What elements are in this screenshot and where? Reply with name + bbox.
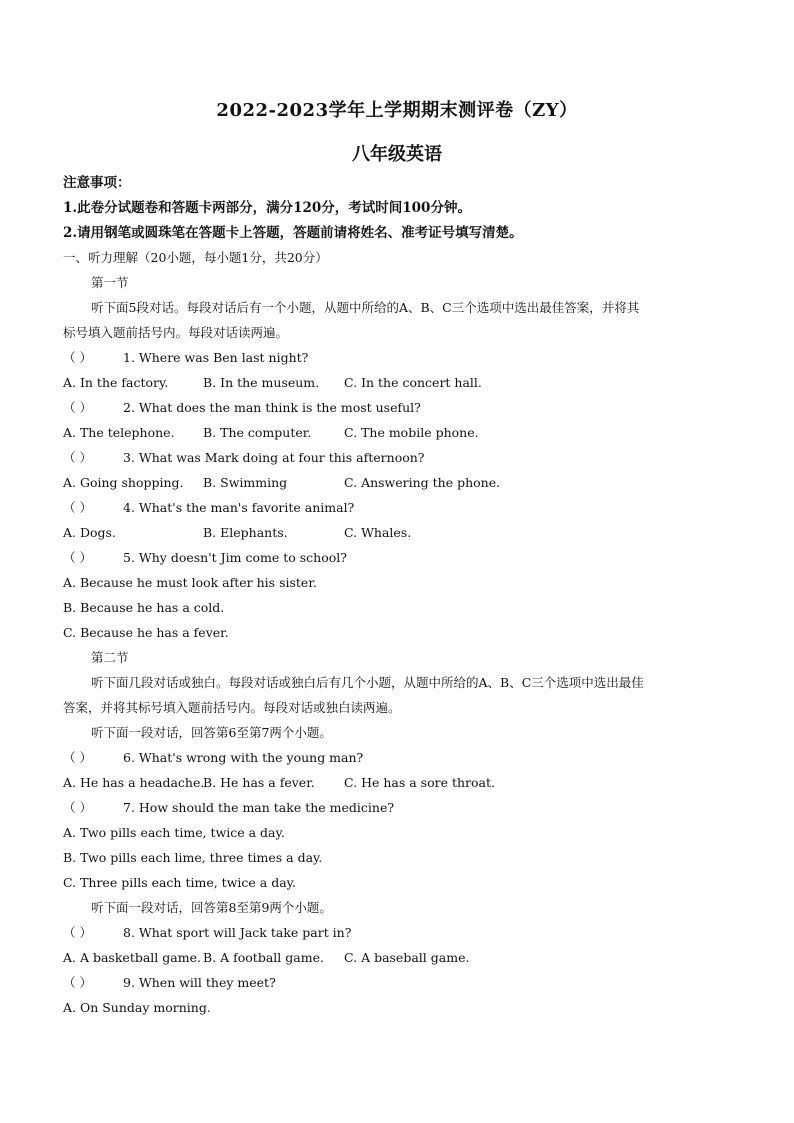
question-text: 5. Why doesn't Jim come to school? xyxy=(123,550,347,565)
option-a: A. Two pills each time, twice a day. xyxy=(63,825,285,840)
part-label: 第一节 xyxy=(91,275,129,290)
option-a: A. A basketball game. xyxy=(63,950,201,965)
option-a: A. In the factory. xyxy=(63,375,169,390)
answer-blank: （ ） xyxy=(63,975,92,990)
option-b: B. Elephants. xyxy=(203,525,288,540)
question-text: 4. What's the man's favorite animal? xyxy=(123,500,355,515)
instruction-line: 标号填入题前括号内。每段对话读两遍。 xyxy=(63,325,289,340)
question-stem xyxy=(63,800,394,816)
option-b: B. Swimming xyxy=(203,475,288,490)
question-stem xyxy=(63,550,347,566)
notice-heading: 注意事项： xyxy=(63,175,131,191)
part-label: 第二节 xyxy=(91,650,129,665)
option-a: A. The telephone. xyxy=(63,425,175,440)
question-text: 2. What does the man think is the most useful? xyxy=(123,400,421,415)
question-stem xyxy=(63,975,276,991)
question-text: 9. When will they meet? xyxy=(123,975,276,990)
question-text: 1. Where was Ben last night? xyxy=(123,350,309,365)
option-c: C. He has a sore throat. xyxy=(344,775,495,790)
answer-blank: （ ） xyxy=(63,400,92,415)
option-b: B. He has a fever. xyxy=(203,775,315,790)
option-b: B. A football game. xyxy=(203,950,324,965)
question-stem xyxy=(63,500,354,516)
option-c: C. Answering the phone. xyxy=(344,475,501,490)
answer-blank: （ ） xyxy=(63,450,92,465)
option-c: C. In the concert hall. xyxy=(344,375,482,390)
option-a: A. Going shopping. xyxy=(63,475,184,490)
instruction-line: 听下面5段对话。每段对话后有一个小题，从题中所给的A、B、C三个选项中选出最佳答案，并将其 xyxy=(91,300,640,315)
option-c: C. Three pills each time, twice a day. xyxy=(63,875,297,890)
answer-blank: （ ） xyxy=(63,800,92,815)
option-b: B. Two pills each lime, three times a day. xyxy=(63,850,323,865)
answer-blank: （ ） xyxy=(63,925,92,940)
question-stem xyxy=(63,350,308,366)
answer-blank: （ ） xyxy=(63,750,92,765)
question-text: 3. What was Mark doing at four this afternoon? xyxy=(123,450,425,465)
sub-instruction: 听下面一段对话，回答第6至第7两个小题。 xyxy=(91,725,332,740)
notice-item-1: 1.此卷分试题卷和答题卡两部分，满分120分，考试时间100分钟。 xyxy=(63,200,471,216)
exam-subtitle: 八年级英语 xyxy=(352,144,442,165)
answer-blank: （ ） xyxy=(63,500,92,515)
question-text: 8. What sport will Jack take part in? xyxy=(123,925,352,940)
option-c: C. Whales. xyxy=(344,525,412,540)
option-a: A. On Sunday morning. xyxy=(63,1000,211,1015)
question-stem xyxy=(63,925,351,941)
question-stem xyxy=(63,400,421,416)
instruction-line: 听下面几段对话或独白。每段对话或独白后有几个小题，从题中所给的A、B、C三个选项中选出最佳 xyxy=(91,675,644,690)
option-b: B. The computer. xyxy=(203,425,312,440)
instruction-line: 答案，并将其标号填入题前括号内。每段对话或独白读两遍。 xyxy=(63,700,401,715)
exam-title: 2022-2023学年上学期期末测评卷（ZY） xyxy=(216,100,578,121)
question-text: 6. What's wrong with the young man? xyxy=(123,750,364,765)
sub-instruction: 听下面一段对话，回答第8至第9两个小题。 xyxy=(91,900,332,915)
option-c: C. Because he has a fever. xyxy=(63,625,229,640)
option-b: B. In the museum. xyxy=(203,375,320,390)
option-c: C. The mobile phone. xyxy=(344,425,479,440)
question-stem xyxy=(63,750,363,766)
question-stem xyxy=(63,450,425,466)
option-a: A. He has a headache. xyxy=(63,775,205,790)
answer-blank: （ ） xyxy=(63,550,92,565)
option-c: C. A baseball game. xyxy=(344,950,470,965)
option-b: B. Because he has a cold. xyxy=(63,600,225,615)
notice-item-2: 2.请用钢笔或圆珠笔在答题卡上答题，答题前请将姓名、准考证号填写清楚。 xyxy=(63,225,523,241)
section-heading: 一、听力理解（20小题，每小题1分，共20分） xyxy=(63,250,328,265)
question-text: 7. How should the man take the medicine? xyxy=(123,800,395,815)
option-a: A. Because he must look after his sister. xyxy=(63,575,317,590)
answer-blank: （ ） xyxy=(63,350,92,365)
option-a: A. Dogs. xyxy=(63,525,116,540)
